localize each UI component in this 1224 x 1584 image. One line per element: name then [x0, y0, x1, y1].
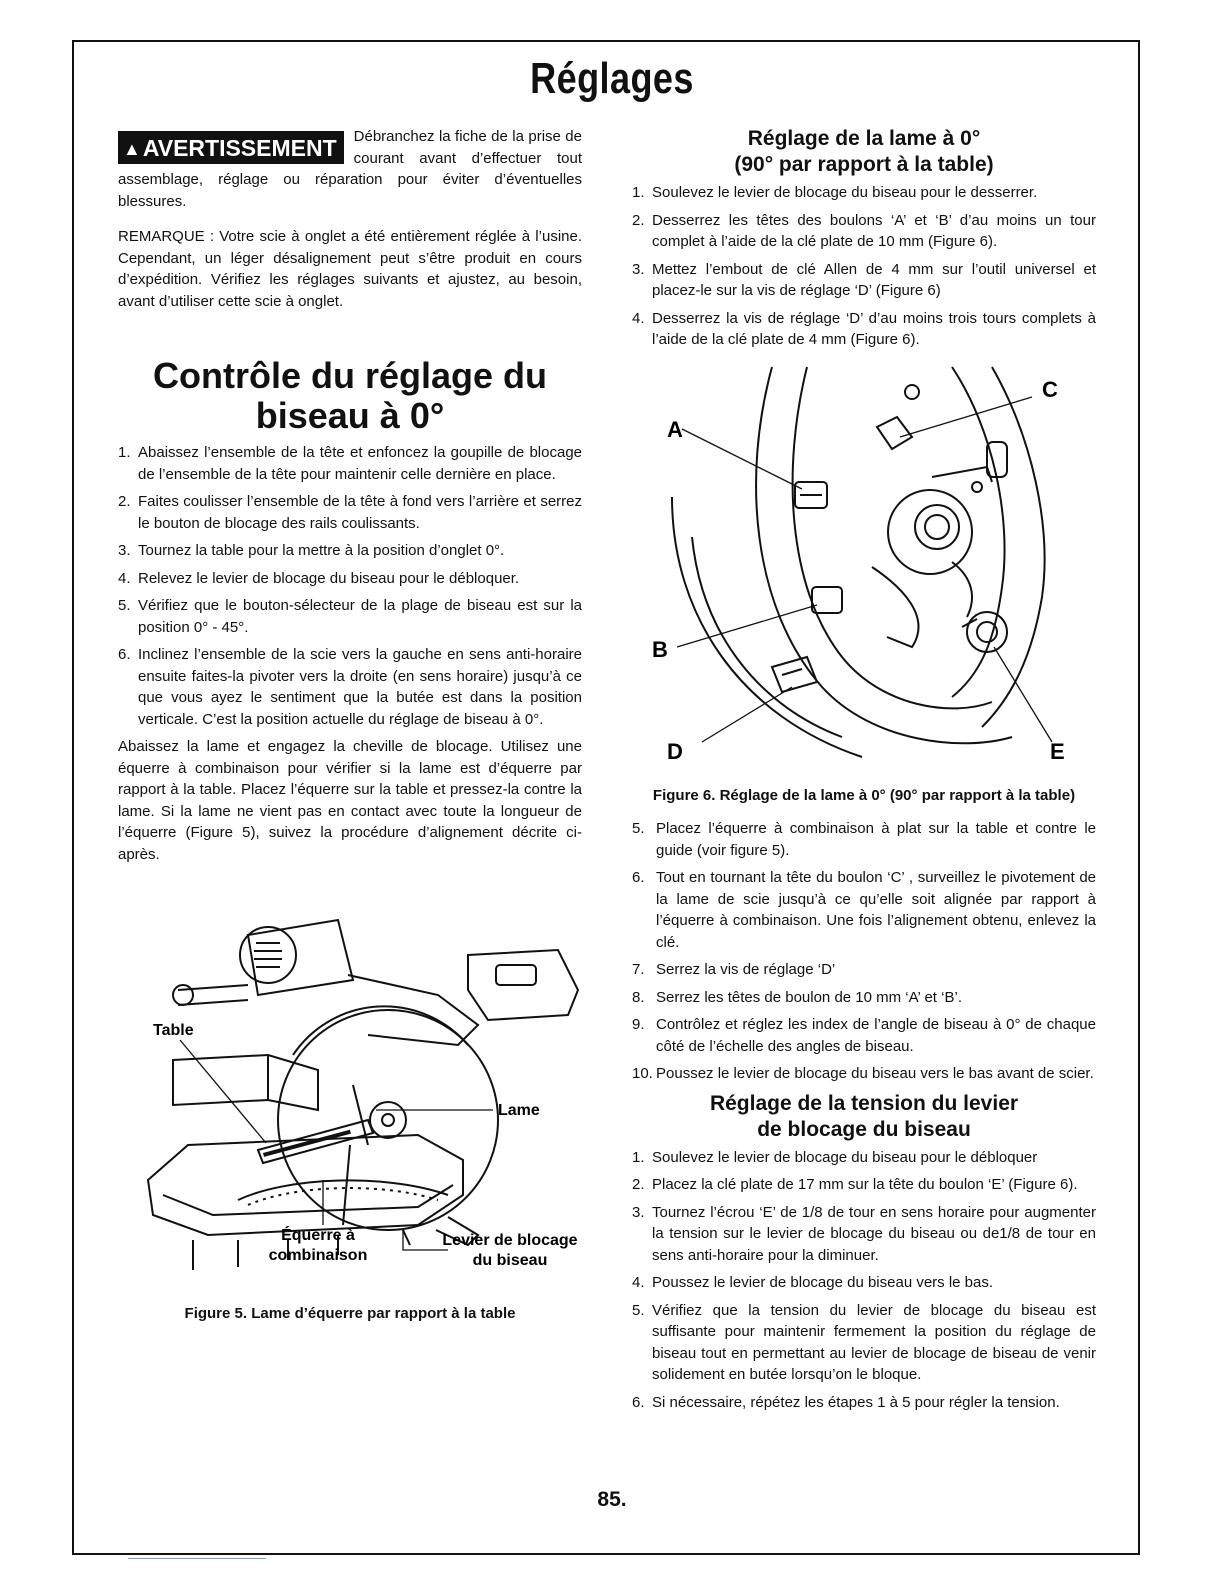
- step-text: Si nécessaire, répétez les étapes 1 à 5 pour régler la tension.: [652, 1393, 1060, 1411]
- left-paragraph: Abaissez la lame et engagez la cheville de blocage. Utilisez une équerre à combinaison pour vérifier si la lame est d’équerre par rapport à la table. Placez l’équerre sur la table et pressez-la contre la lame. Si la lame ne vient pas en contact avec toute la longueur de l’équerre (Figure 5), suivez la procédure d’alignement décrite ci-après.: [118, 738, 582, 863]
- step-number: 5.: [118, 597, 131, 614]
- step-text: Poussez le levier de blocage du biseau vers le bas avant de scier.: [656, 1065, 1094, 1082]
- step-number: 6.: [632, 869, 645, 886]
- section-title-line-2: biseau à 0°: [255, 395, 445, 436]
- figure-6: [632, 357, 1096, 807]
- step-text: Soulevez le levier de blocage du biseau pour le desserrer.: [652, 184, 1038, 201]
- section-title-blade-0: [632, 126, 1096, 178]
- blade-0-steps-a: [632, 182, 1096, 351]
- right-column: [632, 126, 1096, 1419]
- step-text: Placez la clé plate de 17 mm sur la tête du boulon ‘E’ (Figure 6).: [652, 1176, 1078, 1193]
- figure-5-label-equerre-1: Équerre à: [281, 1227, 355, 1244]
- step-item: [632, 1174, 1096, 1196]
- step-number: 1.: [632, 184, 645, 201]
- step-text: Inclinez l’ensemble de la scie vers la gauche en sens anti-horaire ensuite faites-la pivoter vers la droite (en sens horaire) jusqu’à ce que vous ayez le sentiment que la butée est dans la position verticale. C’est la position actuelle du réglage de biseau à 0°.: [138, 646, 582, 728]
- tension-steps: [632, 1147, 1096, 1414]
- step-number: 3.: [632, 260, 645, 278]
- step-number: 2.: [632, 211, 645, 229]
- section-title-bevel-check: [118, 356, 582, 436]
- step-item: [632, 867, 1096, 953]
- step-item: [118, 540, 582, 562]
- step-text: Vérifiez que la tension du levier de blocage du biseau est suffisante pour maintenir fermement la position du réglage de biseau tout en permettant au levier de blocage de biseau de venir solidement en butée lorsqu’on le bloque.: [652, 1301, 1096, 1383]
- step-text: Desserrez les têtes des boulons ‘A’ et ‘B’ d’au moins un tour complet à l’aide de la clé plate de 10 mm (Figure 6).: [652, 211, 1096, 250]
- warning-triangle-icon: ▲: [123, 139, 141, 159]
- step-text: Relevez le levier de blocage du biseau pour le débloquer.: [138, 569, 520, 587]
- step-text: Desserrez la vis de réglage ‘D’ d’au moins trois tours complets à l’aide de la clé plate de 4 mm (Figure 6).: [652, 309, 1096, 348]
- step-item: [632, 1392, 1096, 1414]
- section-title-blade-0-line-2: (90° par rapport à la table): [734, 153, 994, 176]
- step-item: [632, 1014, 1096, 1057]
- figure-5-saw-drawing: [118, 895, 582, 1295]
- step-text: Abaissez l’ensemble de la tête et enfoncez la goupille de blocage de l’ensemble de la tête pour maintenir celle dernière en place.: [138, 444, 582, 483]
- warning-badge: [118, 131, 344, 164]
- step-item: [632, 959, 1096, 981]
- figure-5-label-equerre-2: combinaison: [268, 1247, 368, 1264]
- step-text: Placez l’équerre à combinaison à plat sur la table et contre le guide (voir figure 5).: [656, 820, 1096, 859]
- section-title-tension-line-1: Réglage de la tension du levier: [709, 1091, 1019, 1115]
- step-item: [632, 259, 1096, 302]
- step-number: 1.: [632, 1148, 645, 1166]
- page-title: Réglages: [530, 54, 694, 103]
- step-number: 5.: [632, 820, 645, 837]
- bottom-rule: [128, 1558, 266, 1559]
- section-title-blade-0-line-1: Réglage de la lame à 0°: [747, 127, 981, 150]
- blade-0-steps-b: [632, 818, 1096, 1085]
- step-item: [632, 1147, 1096, 1169]
- section-title-line-1: Contrôle du réglage du: [152, 355, 547, 396]
- step-item: [632, 987, 1096, 1009]
- section-title-tension: [632, 1091, 1096, 1143]
- figure-6-bevel-drawing: [632, 357, 1096, 777]
- figure-6-caption: Figure 6. Réglage de la lame à 0° (90° par rapport à la table): [652, 786, 1076, 804]
- step-number: 2.: [632, 1176, 645, 1193]
- step-item: [632, 182, 1096, 204]
- step-item: [632, 308, 1096, 351]
- figure-6-label-a: A: [667, 416, 683, 442]
- step-item: [118, 568, 582, 590]
- section-title-tension-line-2: de blocage du biseau: [757, 1117, 971, 1141]
- step-text: Vérifiez que le bouton-sélecteur de la plage de biseau est sur la position 0° - 45°.: [138, 597, 582, 636]
- step-number: 3.: [632, 1203, 645, 1221]
- step-text: Tournez l’écrou ‘E’ de 1/8 de tour en sens horaire pour augmenter la tension sur le levier de blocage du biseau ou de1/8 de tour en sens anti-horaire pour la diminuer.: [652, 1203, 1096, 1264]
- step-item: [118, 644, 582, 730]
- step-number: 7.: [632, 961, 645, 978]
- step-text: Soulevez le levier de blocage du biseau pour le débloquer: [652, 1148, 1038, 1166]
- figure-5-label-levier-1: Levier de blocage: [442, 1232, 578, 1249]
- step-number: 8.: [632, 988, 645, 1006]
- step-text: Contrôlez et réglez les index de l’angle de biseau à 0° de chaque côté de l’échelle des angles de biseau.: [656, 1016, 1096, 1055]
- step-number: 6.: [632, 1393, 645, 1411]
- warning-block: [118, 126, 582, 212]
- step-text: Serrez la vis de réglage ‘D’: [656, 961, 836, 978]
- step-item: [118, 595, 582, 638]
- step-item: [632, 818, 1096, 861]
- step-text: Tout en tournant la tête du boulon ‘C’ , surveillez le pivotement de la lame de scie jusqu’à ce qu’elle soit alignée par rapport à l’équerre à combinaison. Une fois l’alignement obtenu, enlevez la clé.: [656, 869, 1096, 951]
- bevel-check-steps: [118, 442, 582, 730]
- figure-5-label-levier-2: du biseau: [472, 1252, 548, 1269]
- figure-6-label-b: B: [652, 636, 668, 662]
- step-text: Tournez la table pour la mettre à la position d’onglet 0°.: [138, 542, 505, 559]
- step-item: [632, 210, 1096, 253]
- step-number: 6.: [118, 646, 131, 663]
- left-column: [118, 126, 582, 1337]
- step-number: 1.: [118, 444, 131, 461]
- step-item: [632, 1063, 1096, 1085]
- figure-6-label-d: D: [667, 738, 683, 764]
- step-number: 9.: [632, 1016, 645, 1033]
- step-item: [632, 1272, 1096, 1294]
- figure-5-label-lame: Lame: [498, 1102, 540, 1119]
- step-number: 5.: [632, 1301, 645, 1319]
- figure-5: [118, 895, 582, 1325]
- step-item: [118, 491, 582, 534]
- figure-6-label-e: E: [1050, 738, 1065, 764]
- page-number: 85.: [597, 1488, 627, 1511]
- step-number: 4.: [118, 569, 131, 587]
- warning-text: Débranchez la fiche de la prise de courant avant d’effectuer tout assemblage, réglage ou réparation pour éviter d’éventuelles blessures.: [118, 128, 582, 210]
- step-text: Poussez le levier de blocage du biseau vers le bas.: [652, 1274, 994, 1291]
- figure-5-label-table: Table: [153, 1022, 194, 1039]
- step-text: Serrez les têtes de boulon de 10 mm ‘A’ et ‘B’.: [656, 988, 962, 1006]
- note-paragraph: REMARQUE : Votre scie à onglet a été entièrement réglée à l’usine. Cependant, un léger désalignement peut s’être produit en cours d’expédition. Vérifiez les réglages suivants et ajustez, au besoin, avant d’utiliser cette scie à onglet.: [118, 228, 582, 310]
- step-item: [632, 1202, 1096, 1267]
- warning-badge-label: AVERTISSEMENT: [142, 135, 337, 161]
- step-number: 4.: [632, 1274, 645, 1291]
- step-text: Mettez l’embout de clé Allen de 4 mm sur l’outil universel et placez-le sur la vis de réglage ‘D’ (Figure 6): [652, 260, 1096, 299]
- figure-5-caption: Figure 5. Lame d’équerre par rapport à la table: [184, 1305, 516, 1322]
- step-number: 10.: [632, 1065, 653, 1082]
- step-item: [632, 1300, 1096, 1386]
- figure-6-label-c: C: [1042, 376, 1058, 402]
- step-text: Faites coulisser l’ensemble de la tête à fond vers l’arrière et serrez le bouton de blocage des rails coulissants.: [138, 493, 582, 532]
- step-item: [118, 442, 582, 485]
- step-number: 3.: [118, 542, 131, 559]
- step-number: 4.: [632, 309, 645, 327]
- step-number: 2.: [118, 493, 131, 510]
